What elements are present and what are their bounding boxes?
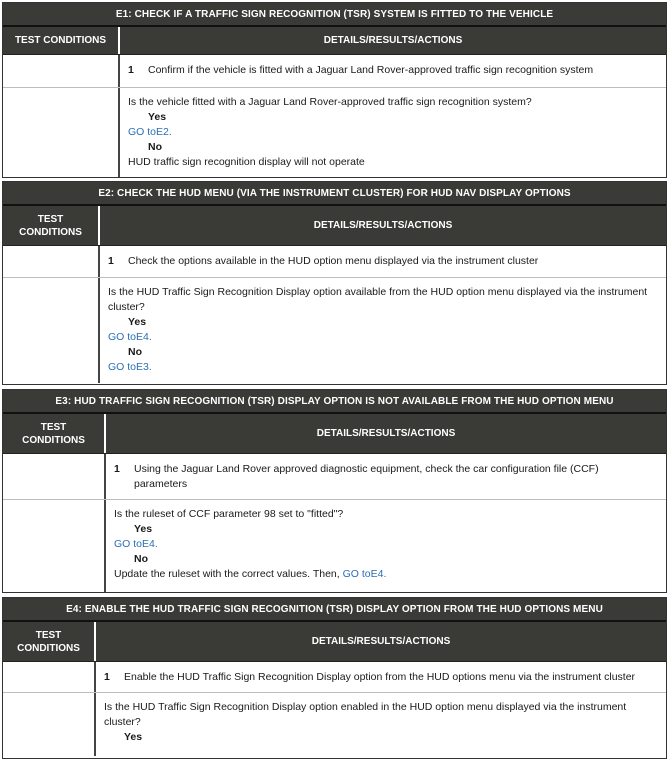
test-conditions-cell — [3, 662, 96, 692]
section-e3 — [2, 389, 667, 593]
details-header: DETAILS/RESULTS/ACTIONS — [313, 220, 453, 231]
step-text: Enable the HUD Traffic Sign Recognition Display option from the HUD options menu via the instrument cluster — [124, 671, 636, 683]
test-conditions-header: TEST CONDITIONS — [3, 206, 100, 245]
result-row — [3, 88, 666, 177]
go-to-e4-link[interactable]: GO toE4. — [342, 568, 387, 580]
section-e1-title: E1: CHECK IF A TRAFFIC SIGN RECOGNITION (TSR) SYSTEM IS FITTED TO THE VEHICLE — [3, 3, 666, 27]
step-text: Confirm if the vehicle is fitted with a Jaguar Land Rover-approved traffic sign recognition system — [148, 64, 594, 76]
test-conditions-header: TEST CONDITIONS — [3, 27, 120, 54]
section-e2 — [2, 181, 667, 385]
details-header: DETAILS/RESULTS/ACTIONS — [323, 35, 463, 46]
section-e2-title: E2: CHECK THE HUD MENU (VIA THE INSTRUMENT CLUSTER) FOR HUD NAV DISPLAY OPTIONS — [3, 182, 666, 206]
yes-label: Yes — [124, 731, 143, 743]
no-label: No — [148, 141, 162, 153]
result-row — [3, 278, 666, 383]
go-to-e4-link[interactable]: GO toE4. — [114, 538, 158, 550]
question-text: Is the ruleset of CCF parameter 98 set to "fitted"? — [114, 508, 344, 520]
section-e4-title: E4: ENABLE THE HUD TRAFFIC SIGN RECOGNITION (TSR) DISPLAY OPTION FROM THE HUD OPTIONS MENU — [3, 598, 666, 622]
go-to-e3-link[interactable]: GO toE3. — [108, 361, 152, 373]
yes-label: Yes — [134, 523, 153, 535]
step-text: Check the options available in the HUD option menu displayed via the instrument cluster — [128, 255, 539, 267]
step-row — [3, 246, 666, 278]
no-action-text: HUD traffic sign recognition display will not operate — [128, 156, 365, 168]
question-text: Is the HUD Traffic Sign Recognition Display option available from the HUD option menu displayed via the instrument cluster? — [108, 286, 648, 313]
step-number: 1 — [128, 64, 134, 76]
section-e1 — [2, 2, 667, 178]
section-e1-header — [3, 27, 666, 55]
section-e4 — [2, 597, 667, 759]
no-label: No — [128, 346, 142, 358]
details-header: DETAILS/RESULTS/ACTIONS — [316, 428, 456, 439]
question-text: Is the HUD Traffic Sign Recognition Display option enabled in the HUD option menu displayed via the instrument cluster? — [104, 701, 627, 728]
go-to-e4-link[interactable]: GO toE4. — [108, 331, 152, 343]
yes-label: Yes — [148, 111, 167, 123]
section-e3-header — [3, 414, 666, 454]
no-action-text: Update the ruleset with the correct values. Then, — [114, 568, 343, 580]
test-conditions-header: TEST CONDITIONS — [3, 622, 96, 661]
no-label: No — [134, 553, 148, 565]
details-header: DETAILS/RESULTS/ACTIONS — [311, 636, 451, 647]
step-row — [3, 662, 666, 693]
result-row — [3, 693, 666, 756]
section-e2-header — [3, 206, 666, 246]
question-text: Is the vehicle fitted with a Jaguar Land Rover-approved traffic sign recognition system? — [128, 96, 532, 108]
section-e3-title: E3: HUD TRAFFIC SIGN RECOGNITION (TSR) DISPLAY OPTION IS NOT AVAILABLE FROM THE HUD OPTION MENU — [3, 390, 666, 414]
step-number: 1 — [114, 463, 120, 475]
test-conditions-cell — [3, 500, 106, 592]
step-text: Using the Jaguar Land Rover approved diagnostic equipment, check the car configuration file (CCF) parameters — [134, 463, 599, 490]
go-to-e2-link[interactable]: GO toE2. — [128, 126, 172, 138]
section-e4-header — [3, 622, 666, 662]
test-conditions-cell — [3, 55, 120, 87]
test-conditions-header: TEST CONDITIONS — [3, 414, 106, 453]
test-conditions-cell — [3, 88, 120, 177]
step-number: 1 — [104, 671, 110, 683]
step-row — [3, 55, 666, 88]
test-conditions-cell — [3, 454, 106, 499]
step-number: 1 — [108, 255, 114, 267]
yes-label: Yes — [128, 316, 147, 328]
test-conditions-cell — [3, 278, 100, 383]
result-row — [3, 500, 666, 592]
step-row — [3, 454, 666, 500]
test-conditions-cell — [3, 246, 100, 277]
test-conditions-cell — [3, 693, 96, 756]
